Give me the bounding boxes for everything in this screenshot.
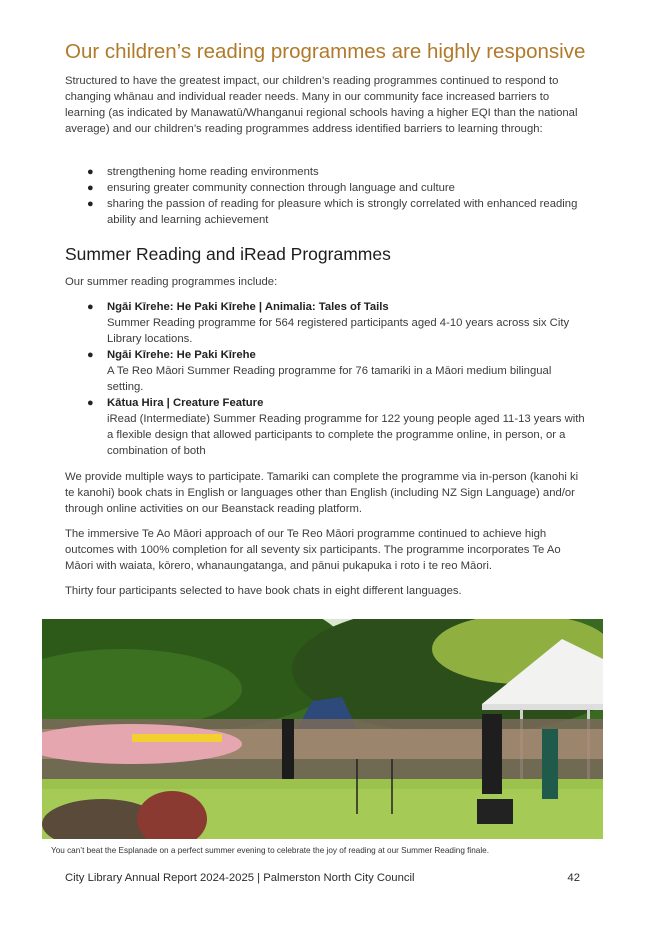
bullet-icon: ● [87,349,94,361]
bullet-icon: ● [87,397,94,409]
summer-reading-finale-photo [42,619,603,839]
programme-title: Kātua Hira | Creature Feature [107,397,264,409]
bullet-icon: ● [87,301,94,313]
programme-item [65,347,585,395]
list-item: ● strengthening home reading environments [87,166,319,178]
list-item: ● sharing the passion of reading for pleasure which is strongly correlated with enhanced reading ability and learning achievement [87,198,578,226]
section-subheading: Summer Reading and iRead Programmes [65,244,391,264]
te-reo-paragraph: The immersive Te Ao Māori approach of our Te Reo Māori programme continued to achieve high outcomes with 100% completion for all seventy six participants. The programme incorporates Te Ao Māori with waiata, kōrero, whanaungatanga, and pānui pukapuka i roto i te reo Māori. [65,528,561,572]
bullet-icon: ● [87,166,94,178]
photo-illustration [42,619,603,839]
languages-paragraph: Thirty four participants selected to have book chats in eight different languages. [65,585,462,597]
list-item: ● ensuring greater community connection through language and culture [87,182,455,194]
programme-title: Ngāi Kīrehe: He Paki Kīrehe | Animalia: Tales of Tails [107,301,389,313]
programme-title: Ngāi Kīrehe: He Paki Kīrehe [107,349,256,361]
intro-paragraph: Structured to have the greatest impact, our children’s reading programmes continued to respond to changing whānau and individual reader needs. Many in our community face increased barriers to learning (as indicated by Manawatū/Whanganui regional schools having a higher EQI than the national average) and our children’s reading programmes address identified barriers to learning through: [65,75,578,135]
programme-item [65,299,585,347]
programme-description: A Te Reo Māori Summer Reading programme for 76 tamariki in a Māori medium bilingual setting. [107,365,552,393]
programme-description: iRead (Intermediate) Summer Reading programme for 122 young people aged 11-13 years with a flexible design that allowed participants to complete the programme online, in person, or a combination of both [107,413,585,457]
programmes-list [65,299,585,459]
page-heading: Our children’s reading programmes are highly responsive [65,40,586,63]
photo-caption: You can’t beat the Esplanade on a perfect summer evening to celebrate the joy of reading at our Summer Reading finale. [51,846,489,855]
participation-paragraph: We provide multiple ways to participate. Tamariki can complete the programme via in-person (kanohi ki te kanohi) book chats in English or languages other than English (including NZ Sign Language) and/or through online activities on our Beanstack reading platform. [65,471,579,515]
bullet-icon: ● [87,182,94,194]
footer-report-title: City Library Annual Report 2024-2025 | Palmerston North City Council [65,872,415,884]
programmes-intro: Our summer reading programmes include: [65,276,278,288]
programme-item [65,395,585,459]
bullet-icon: ● [87,198,94,210]
page-number: 42 [567,872,580,884]
programme-description: Summer Reading programme for 564 registered participants aged 4-10 years across six City Library locations. [107,317,570,345]
barriers-list [65,164,585,228]
